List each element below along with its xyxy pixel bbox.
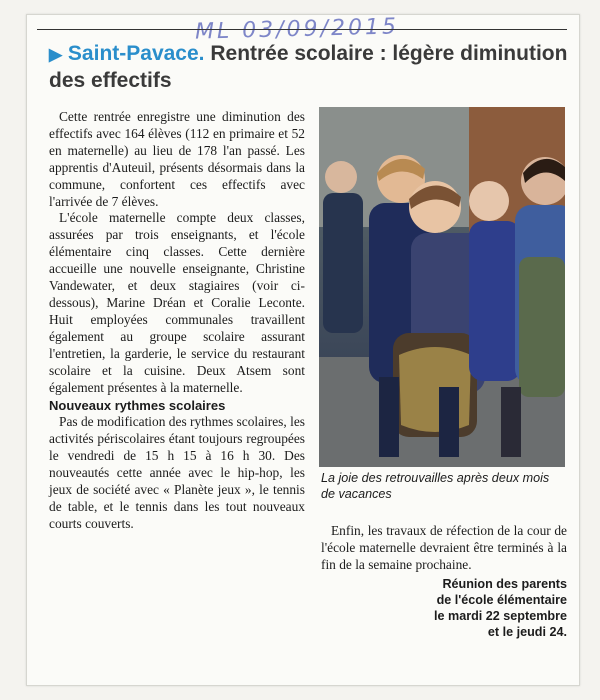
arrow-right-icon: ▶	[49, 45, 63, 64]
article-subheading: Nouveaux rythmes scolaires	[49, 398, 226, 414]
headline-locality: Saint-Pavace.	[67, 42, 205, 65]
photo-caption: La joie des retrouvailles après deux mois de vacances	[321, 471, 550, 501]
meeting-notice-line-4: et le jeudi 24.	[487, 624, 567, 639]
newspaper-clipping	[26, 14, 580, 686]
meeting-notice-line-3: le mardi 22 septembre	[434, 608, 567, 623]
meeting-notice-line-2: de l'école élémentaire	[436, 592, 567, 607]
article-paragraph-3: Pas de modification des rythmes scolaires, les activités périscolaires étant toujours regroupées le vendredi de 15 h 15 à 16 h 30. Des nouveautés cette année avec le hip-hop, les jeux de société avec « Planète jeux », le tennis de table, et le tennis dans les tout nouveaux courts couverts.	[49, 414, 305, 531]
handwritten-date-note: ML 03/09/2015	[194, 14, 400, 45]
article-column-left	[49, 109, 305, 533]
headline-title: Rentrée scolaire : légère diminution des effectifs	[49, 42, 568, 92]
children-photo-illustration	[319, 107, 565, 467]
article-paragraph-4: Enfin, les travaux de réfection de la cour de l'école maternelle devraient être terminés à la fin de la semaine prochaine.	[321, 523, 567, 572]
meeting-notice	[321, 576, 567, 640]
article-paragraph-1: Cette rentrée enregistre une diminution des effectifs avec 164 élèves (112 en primaire et 52 en maternelle) au lieu de 178 l'an passé. Les apprentis d'Auteuil, présents désormais dans la commune, confortent ces effectifs avec l'arrivée de 7 élèves.	[49, 109, 305, 209]
article-paragraph-2: L'école maternelle compte deux classes, assurées par trois enseignants, et l'école élémentaire cinq classes. Cette dernière accueille une nouvelle enseignante, Christine Vandewater, et deux stagiaires (voir ci-dessous), Marine Dréan et Coralie Leconte. Huit employées communales travaillent également au groupe scolaire assurant l'entretien, la garderie, le service du restaurant scolaire et la cuisine. Deux Atsem sont également présentes à la maternelle.	[49, 210, 305, 395]
meeting-notice-line-1: Réunion des parents	[442, 576, 567, 591]
article-photo	[319, 107, 565, 467]
article-column-right	[321, 523, 567, 640]
article-headline	[49, 41, 569, 94]
